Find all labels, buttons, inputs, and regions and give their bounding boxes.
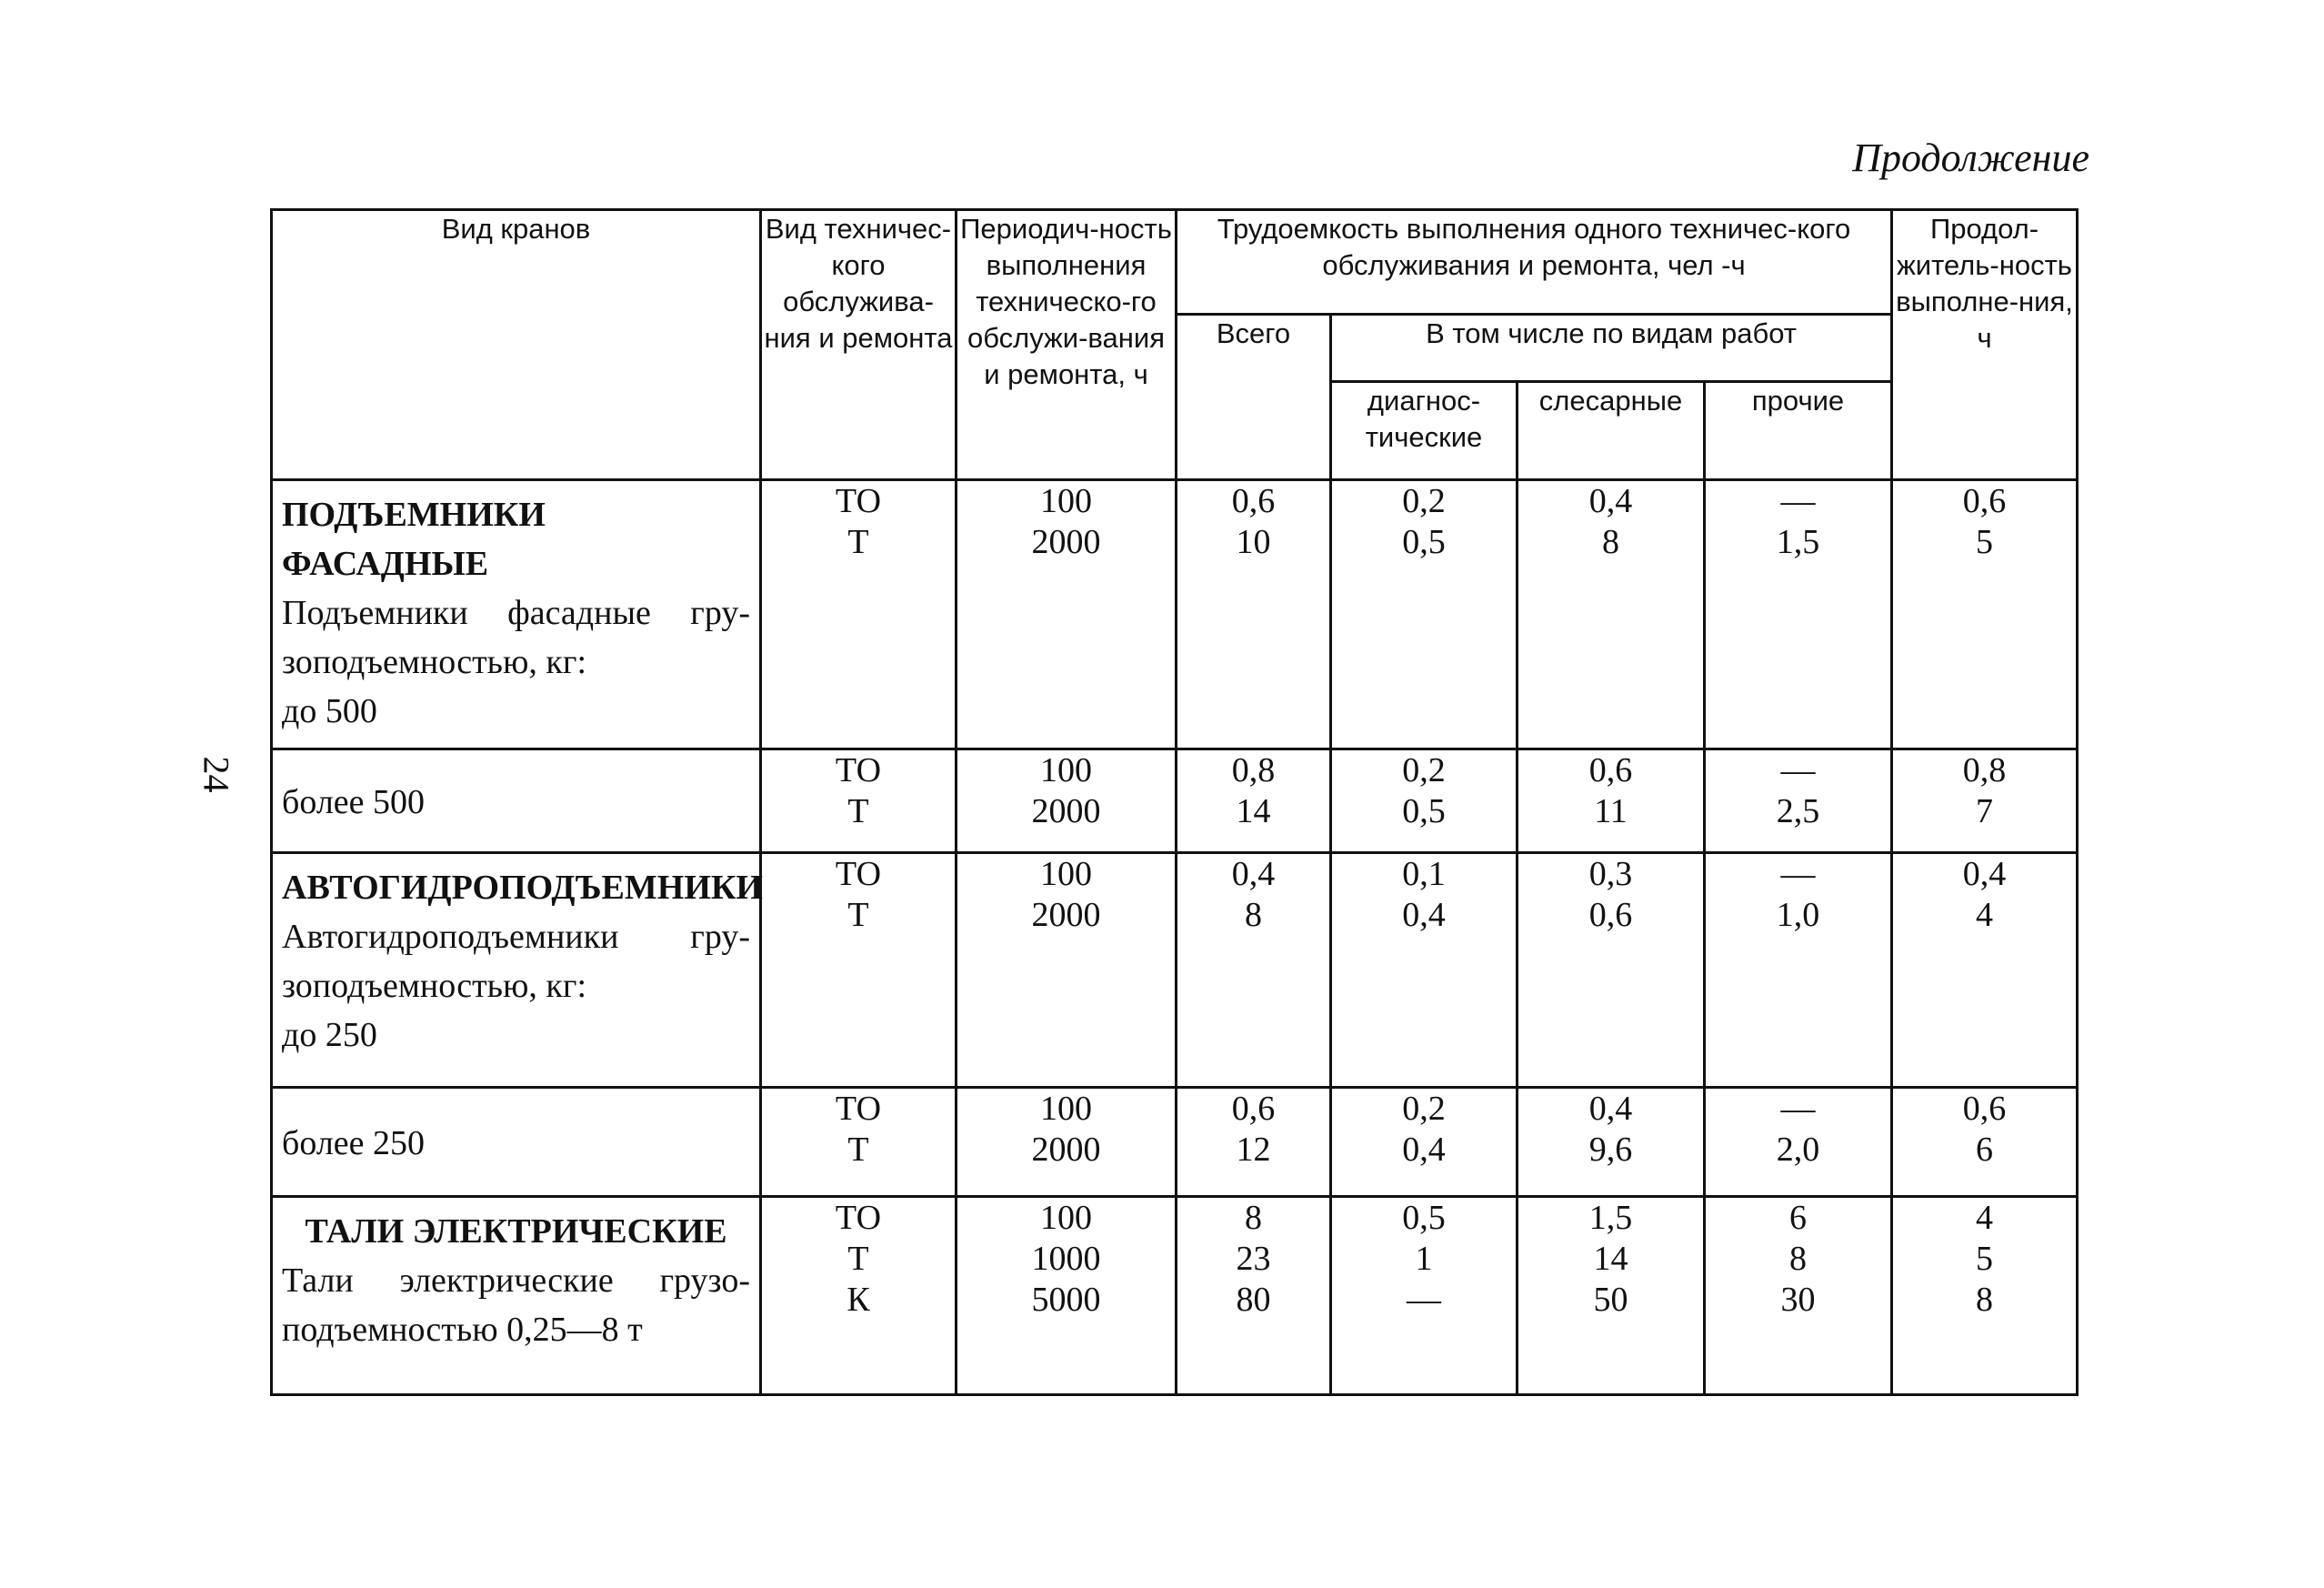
other-cell: — 2,0 <box>1705 1088 1892 1197</box>
total-cell: 0,6 12 <box>1177 1088 1331 1197</box>
header-locksmith: слесарные <box>1518 382 1705 480</box>
diagnostic-cell: 0,5 1 — <box>1331 1197 1518 1395</box>
locksmith-cell: 1,5 14 50 <box>1518 1197 1705 1395</box>
duration-cell: 4 5 8 <box>1892 1197 2078 1395</box>
row-name-cell <box>272 1197 761 1395</box>
duration-cell: 0,8 7 <box>1892 749 2078 853</box>
row-label: до 500 <box>282 692 377 730</box>
other-cell: — 1,0 <box>1705 853 1892 1088</box>
other-cell: — 2,5 <box>1705 749 1892 853</box>
diagnostic-cell: 0,2 0,5 <box>1331 480 1518 749</box>
service-type-cell: ТО Т <box>761 1088 957 1197</box>
header-crane-type: Вид кранов <box>272 210 761 480</box>
diagnostic-cell: 0,2 0,4 <box>1331 1088 1518 1197</box>
category-description: Тали электрические грузо-подъемностью 0,25—8 т <box>282 1261 750 1349</box>
header-diagnostic: диагнос-тические <box>1331 382 1518 480</box>
maintenance-table <box>270 208 2079 1396</box>
table-row <box>272 853 2078 1088</box>
row-name-cell <box>272 749 761 853</box>
header-duration: Продол-житель-ность выполне-ния, ч <box>1892 210 2078 480</box>
total-cell: 0,4 8 <box>1177 853 1331 1088</box>
service-type-cell: ТО Т <box>761 480 957 749</box>
row-label: более 250 <box>282 1123 426 1162</box>
page-number: 24 <box>195 756 237 793</box>
row-name-cell <box>272 1088 761 1197</box>
table-row <box>272 480 2078 749</box>
table-row <box>272 1197 2078 1395</box>
header-service-type: Вид техничес-кого обслужива-ния и ремонта <box>761 210 957 480</box>
row-label: до 250 <box>282 1016 377 1054</box>
total-cell: 0,8 14 <box>1177 749 1331 853</box>
periodicity-cell: 100 2000 <box>957 853 1177 1088</box>
table-row <box>272 749 2078 853</box>
row-name-cell <box>272 853 761 1088</box>
service-type-cell: ТО Т <box>761 749 957 853</box>
category-title: ПОДЪЕМНИКИ ФАСАДНЫЕ <box>282 496 546 583</box>
locksmith-cell: 0,4 9,6 <box>1518 1088 1705 1197</box>
periodicity-cell: 100 2000 <box>957 1088 1177 1197</box>
diagnostic-cell: 0,2 0,5 <box>1331 749 1518 853</box>
periodicity-cell: 100 2000 <box>957 480 1177 749</box>
category-title: ТАЛИ ЭЛЕКТРИЧЕСКИЕ <box>305 1212 727 1251</box>
duration-cell: 0,4 4 <box>1892 853 2078 1088</box>
other-cell: 6 8 30 <box>1705 1197 1892 1395</box>
diagnostic-cell: 0,1 0,4 <box>1331 853 1518 1088</box>
category-description: Подъемники фасадные гру-зоподъемностью, кг: <box>282 594 750 681</box>
duration-cell: 0,6 5 <box>1892 480 2078 749</box>
header-total: Всего <box>1177 315 1331 480</box>
table-row <box>272 1088 2078 1197</box>
other-cell: — 1,5 <box>1705 480 1892 749</box>
locksmith-cell: 0,4 8 <box>1518 480 1705 749</box>
header-other: прочие <box>1705 382 1892 480</box>
service-type-cell: ТО Т К <box>761 1197 957 1395</box>
duration-cell: 0,6 6 <box>1892 1088 2078 1197</box>
row-name-cell <box>272 480 761 749</box>
total-cell: 8 23 80 <box>1177 1197 1331 1395</box>
continued-label: Продолжение <box>1852 136 2089 180</box>
header-labor: Трудоемкость выполнения одного техничес-кого обслуживания и ремонта, чел -ч <box>1177 210 1892 315</box>
header-periodicity: Периодич-ность выполнения техническо-го обслужи-вания и ремонта, ч <box>957 210 1177 480</box>
service-type-cell: ТО Т <box>761 853 957 1088</box>
periodicity-cell: 100 1000 5000 <box>957 1197 1177 1395</box>
total-cell: 0,6 10 <box>1177 480 1331 749</box>
header-by-work: В том числе по видам работ <box>1331 315 1892 382</box>
row-label: более 500 <box>282 782 426 821</box>
locksmith-cell: 0,3 0,6 <box>1518 853 1705 1088</box>
periodicity-cell: 100 2000 <box>957 749 1177 853</box>
category-description: Автогидроподъемники гру-зоподъемностью, кг: <box>282 918 750 1005</box>
category-title: АВТОГИДРОПОДЪЕМНИКИ <box>282 869 763 907</box>
locksmith-cell: 0,6 11 <box>1518 749 1705 853</box>
